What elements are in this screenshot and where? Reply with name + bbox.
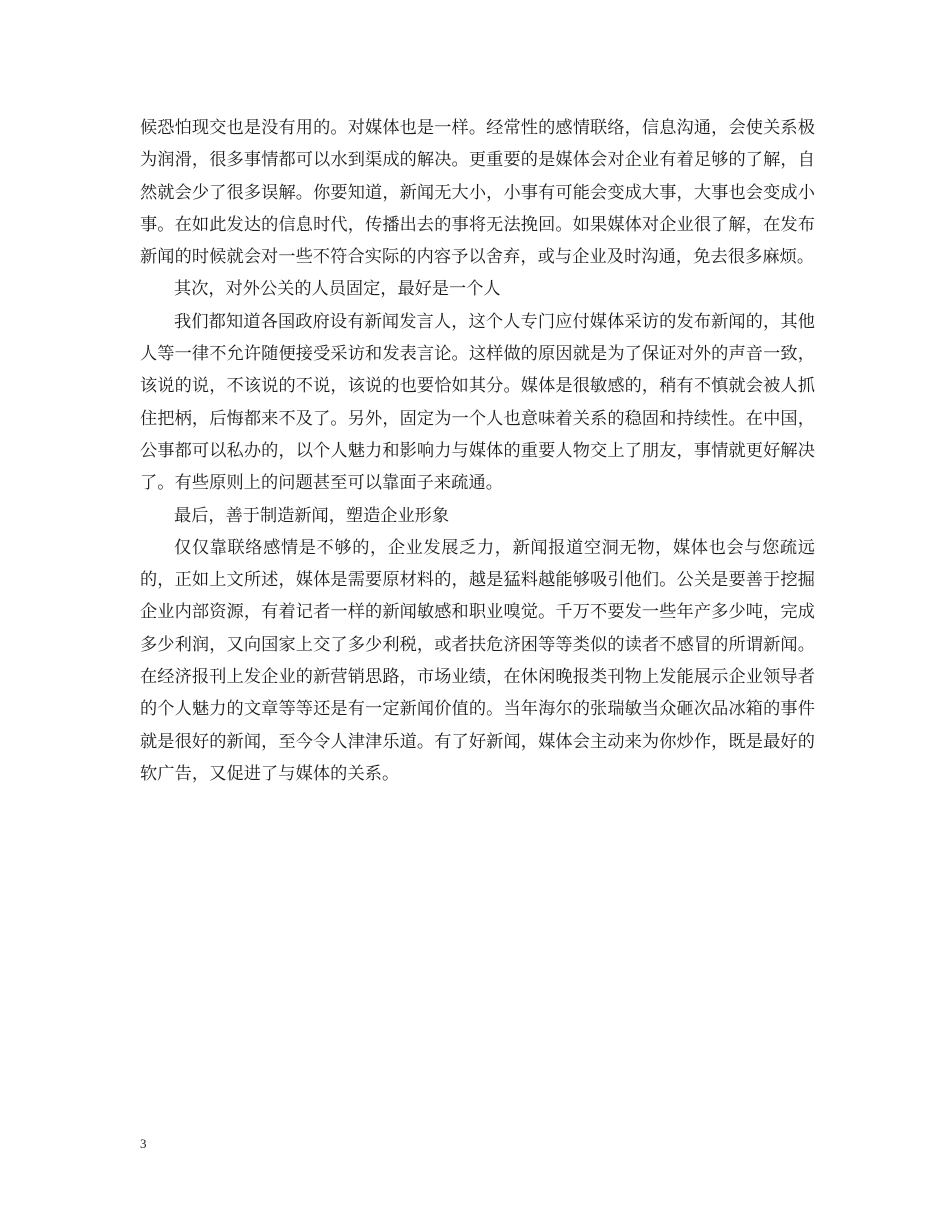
document-body [140,112,815,790]
paragraph-spokesperson: 我们都知道各国政府设有新闻发言人，这个人专门应付媒体采访的发布新闻的，其他人等一律不允许随便接受采访和发表言论。这样做的原因就是为了保证对外的声音一致，该说的说，不该说的不说，该说的也要恰如其分。媒体是很敏感的，稍有不慎就会被人抓住把柄，后悔都来不及了。另外，固定为一个人也意味着关系的稳固和持续性。在中国，公事都可以私办的，以个人魅力和影响力与媒体的重要人物交上了朋友，事情就更好解决了。有些原则上的问题甚至可以靠面子来疏通。 [140,311,815,494]
paragraph-create-news: 仅仅靠联络感情是不够的，企业发展乏力，新闻报道空洞无物，媒体也会与您疏远的，正如上文所述，媒体是需要原材料的，越是猛料越能够吸引他们。公关是要善于挖掘企业内部资源，有着记者一样的新闻敏感和职业嗅觉。千万不要发一些年产多少吨，完成多少利润，又向国家上交了多少利税，或者扶危济困等等类似的读者不感冒的所谓新闻。在经济报刊上发企业的新营销思路，市场业绩，在休闲晚报类刊物上发能展示企业领导者的个人魅力的文章等等还是有一定新闻价值的。当年海尔的张瑞敏当众砸次品冰箱的事件就是很好的新闻，至今令人津津乐道。有了好新闻，媒体会主动来为你炒作，既是最好的软广告，又促进了与媒体的关系。 [140,537,815,784]
paragraph-continuation: 候恐怕现交也是没有用的。对媒体也是一样。经常性的感情联络，信息沟通，会使关系极为润滑，很多事情都可以水到渠成的解决。更重要的是媒体会对企业有着足够的了解，自然就会少了很多误解。你要知道，新闻无大小，小事有可能会变成大事，大事也会变成小事。在如此发达的信息时代，传播出去的事将无法挽回。如果媒体对企业很了解，在发布新闻的时候就会对一些不符合实际的内容予以舍弃，或与企业及时沟通，免去很多麻烦。 [140,118,815,268]
section-heading-last: 最后，善于制造新闻，塑造企业形象 [174,505,450,526]
section-heading-second: 其次，对外公关的人员固定，最好是一个人 [174,279,501,300]
page-number: 3 [140,1136,147,1151]
